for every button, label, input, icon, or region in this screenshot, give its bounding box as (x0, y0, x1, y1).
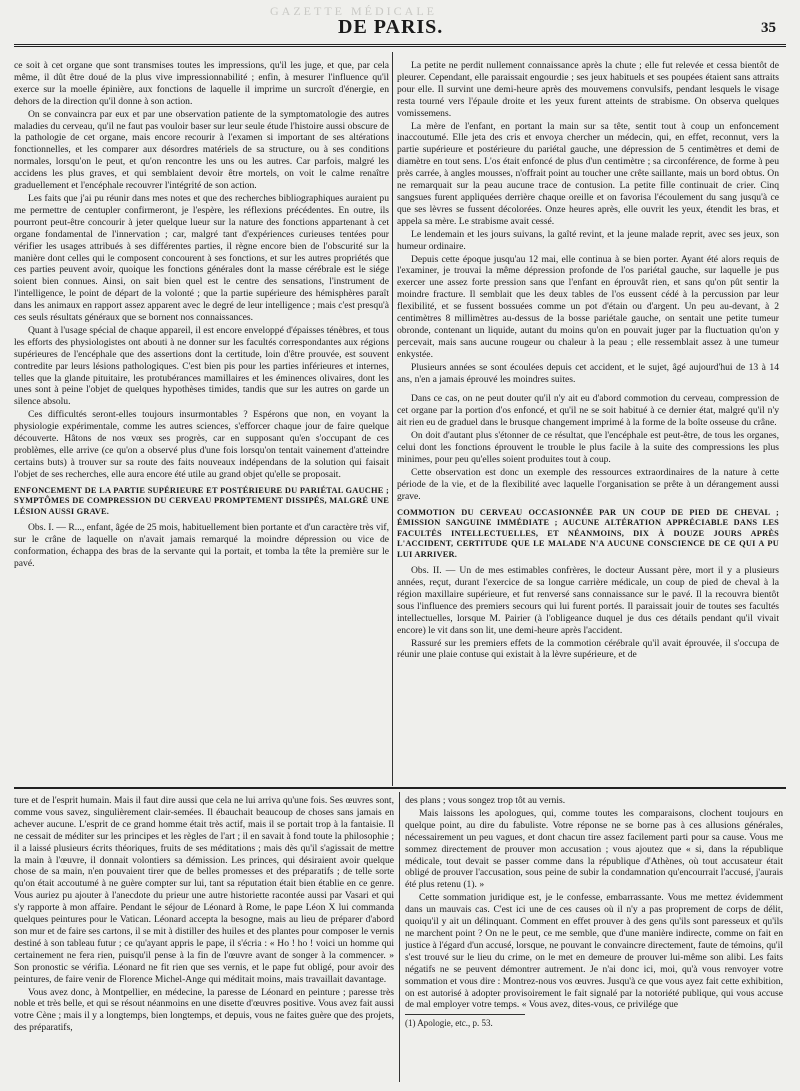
paragraph: On se convaincra par eux et par une observation patiente de la symptomatologie des autres maladies du cerveau, qu'il ne faut pas vouloir baser sur leur seule étude l'histoire aussi obscure de la pathologie de cet organe, mais encore recourir à l'examen si important de ses altérations fonctionnelles, et les comparer aux désordres matériels de sa structure, ou à ses conditions normales, lorsqu'on le peut, et qu'on rencontre les uns ou les autres. Car parfois, malgré les accidens les plus graves, et qui semblaient devoir être mortels, on voit le calme renaître graduellement et l'encéphale recouvrer l'intégrité de son action. (14, 108, 389, 192)
section-heading-obs2: COMMOTION DU CERVEAU OCCASIONNÉE PAR UN COUP DE PIED DE CHEVAL ; ÉMISSION SANGUINE IMMÉDIATE ; AUCUNE ALTÉRATION APPRÉCIABLE DANS LES FACULTÉS INTELLECTUELLES, ET NÉANMOINS, DIX À DOUZE JOURS APRÈS L'ACCIDENT, CERTITUDE QUE LE MALADE N'A AUCUNE CONSCIENCE DE CE QUI A PU LUI ARRIVER. (397, 507, 779, 559)
feuilleton-paragraph: des plans ; vous songez trop tôt au vernis. (405, 795, 566, 806)
paragraph: ce soit à cet organe que sont transmises toutes les impressions, qu'il les juge, et que, par cela même, il dût être doué de la plus vive impressionnabilité ; enfin, à mesurer l'influence qu'il exerce sur la moelle épinière, aux fonctions de laquelle il imprime un surcroît d'énergie, en dehors de la direction qu'il donne à son action. (14, 60, 389, 107)
feuilleton-paragraph: Cette sommation juridique est, je le confesse, embarrassante. Vous me mettez évidemment dans un mauvais cas. C'est ici une de ces causes où il n'y a pas proprement de corps de délit, quoiqu'il y ait un délinquant. Comment en effet prouver à des gens qu'ils sont paresseux et qu'ils ne marchent point ? On ne le peut, ce me semble, que d'une manière indirecte, comme on fait en justice à l'égard d'un accusé, lorsque, ne pouvant le convaincre directement, faute de témoins, qu'il s'est trouvé sur le lieu du crime, on le met en demeure de prouver lui-même son alibi. Les faits négatifs ne se peuvent démontrer autrement. Je n'ai donc ici, moi, qu'à vous renvoyer votre sommation et vous dire : Montrez-nous vos œuvres. Jusqu'à ce que vous ayez fait cette exhibition, on est autorisé à adopter provisoirement le fait signalé par la notoriété publique, qui vous accuse de mal employer votre temps. « Vous avez, dites-vous, ce privilége que (405, 892, 783, 1011)
column-divider-lower (399, 792, 400, 1082)
paragraph: Les faits que j'ai pu réunir dans mes notes et que des recherches bibliographiques auraient pu me permettre de centupler confirmeront, je l'espère, les réflexions précédentes. En outre, ils pourront peut-être concourir à jeter quelque lueur sur la nature des fonctions appartenant à cet organe fondamental de l'innervation ; car, malgré tant d'expériences curieuses tentées pour vérifier les usages attribués à ses différentes parties, il règne encore bien de l'obscurité sur la manière dont celles qui le composent concourent à ses fonctions, et sur les autres propriétés que ces parties peuvent avoir, quoique les fonctions générales dont la masse cérébrale est le siége soient bien connues. Ainsi, on sait bien quel est le centre des sensations, l'instrument de l'intelligence, le point de départ de la volonté ; que la partie supérieure des hémisphères paraît dans les animaux en rapport assez apparent avec le degré de leur intelligence ; mais c'est presqu'à ces seuls résultats généraux que se bornent nos connaissances. (14, 192, 389, 324)
footnote: (1) Apologie, etc., p. 53. (405, 1018, 493, 1029)
paragraph: Quant à l'usage spécial de chaque appareil, il est encore enveloppé d'épaisses ténèbres, et tous les efforts des physiologistes ont abouti à ne donner sur les facultés correspondantes aux régions supérieures de l'encéphale que des assertions dont la certitude, loin d'être prouvée, est souvent contredite par leurs lésions pathologiques. C'est bien pis pour les parties inférieures et internes, telles que la glande pituitaire, les protubérances mamillaires et les éminences olivaires, dont les unes sont à peine l'objet de quelques hypothèses timides, tandis que sur les autres on garde un silence absolu. (14, 324, 389, 408)
bleed-through-header: GAZETTE MÉDICALE (270, 4, 437, 18)
page-number: 35 (761, 20, 776, 36)
paragraph: La mère de l'enfant, en portant la main sur sa tête, sentit tout à coup un enfoncement inaccoutumé. Elle jeta des cris et envoya chercher un médecin, qui, en effet, reconnut, vers la partie supérieure et postérieure du pariétal gauche, une dépression de 5 centimètres et demi de diamètre en tout sens. L'os était enfoncé de plus d'un centimètre ; sa circonférence, de forme à peu près carrée, à angles mousses, n'offrait point au toucher une crête saillante, mais un bord obtus. On ne remarquait sur la peau aucune trace de contusion. La petite fille continuait de crier. Cinq sangsues furent appliquées derrière chaque oreille et on favorisa l'écoulement du sang jusqu'à ce que ses lèvres se fussent décolorées. Onze heures après, elle ouvrit les yeux, étendit les bras, et appela sa mère. Le strabisme avait cessé. (397, 120, 779, 227)
column-lower-left (14, 795, 394, 1085)
paragraph: Plusieurs années se sont écoulées depuis cet accident, et le sujet, âgé aujourd'hui de 13 à 14 ans, n'en a jamais éprouvé les moindres suites. (397, 361, 779, 385)
feuilleton-paragraph: Mais laissons les apologues, qui, comme toutes les comparaisons, clochent toujours en quelque point, au dire du fabuliste. Votre réponse ne se borne pas à ces allusions générales, nécessairement un peu vagues, et dont chacun tire assez facilement parti pour sa cause. Vous me sommez directement de prouver mon accusation ; vous ajoutez que « si, dans la république médicale, tout devait se passer comme dans la république d'Athènes, où tout accusateur était obligé de prouver l'accusation, sous peine de subir la condamnation qu'encourrait l'accusé, j'aurais été plus retenu (1). » (405, 807, 783, 891)
header-rule (14, 44, 786, 47)
section-heading-obs1: ENFONCEMENT DE LA PARTIE SUPÉRIEURE ET POSTÉRIEURE DU PARIÉTAL GAUCHE ; SYMPTÔMES DE COMPRESSION DU CERVEAU PROMPTEMENT DISSIPÉS, MALGRÉ UNE LÉSION AUSSI GRAVE. (14, 485, 389, 516)
feuilleton-paragraph: Vous avez donc, à Montpellier, en médecine, la paresse de Léonard en peinture ; paresse très noble et très belle, et qui se résout néanmoins en une disette d'œuvres positive. Vous avez fait aussi votre Cène ; mais il y a longtemps, bien longtemps, et depuis, vous ne faites guère que des projets, des préparatifs, (14, 986, 394, 1034)
paragraph: Le lendemain et les jours suivans, la gaîté revint, et la jeune malade reprit, avec ses jeux, son humeur ordinaire. (397, 228, 779, 252)
observation-1-paragraph: Obs. I. — R..., enfant, âgée de 25 mois, habituellement bien portante et d'un caractère très vif, sur le crâne de laquelle on n'avait jamais remarqué la moindre dépression ou vice de conformation, échappa des bras de la servante qui la portait, et tomba la tête la première sur le pavé. (14, 522, 389, 569)
observation-2-paragraph: Obs. II. — Un de mes estimables confrères, le docteur Aussant père, mort il y a plusieurs années, reçut, durant l'exercice de sa longue carrière médicale, un coup de pied de cheval à la région maxillaire supérieure, et fut renversé sans connaissance sur le pavé. Il la recouvra bientôt sous l'influence des premiers secours qui lui furent portés. Il paraissait jouir de toutes ses facultés intellectuelles, lorsque M. Pairier (à l'obligeance duquel je dus ces détails pendant qu'il vivait encore) le vit dans son lit, une demi-heure après l'accident. (397, 565, 779, 636)
paragraph: La petite ne perdit nullement connaissance après la chute ; elle fut relevée et cessa bientôt de pleurer. Cependant, elle paraissait engourdie ; ses jeux habituels et ses poupées étaient sans attraits pour elle. Il survint une demi-heure après des mouvemens convulsifs, pendant lesquels le visage resta tourné vers l'épaule droite et les yeux furent atteints de strabisme. On observa quelques vomissemens. (397, 60, 779, 119)
running-title: DE PARIS. (338, 16, 444, 38)
feuilleton-rule (14, 787, 786, 789)
column-upper-right (397, 60, 779, 785)
column-upper-left (14, 60, 389, 785)
commentary-paragraph: On doit d'autant plus s'étonner de ce résultat, que l'encéphale est peut-être, de tous les organes, celui dont les fonctions éprouvent le trouble le plus facile à la suite des compressions les plus minimes, pour peu qu'elles soient produites tout à coup. (397, 430, 779, 465)
column-divider (392, 52, 393, 786)
commentary-paragraph: Dans ce cas, on ne peut douter qu'il n'y ait eu d'abord commotion du cerveau, compression de cet organe par la portion d'os enfoncé, et qu'il ne se soit habitué à ce dernier état, malgré qu'il n'y ait rien eu de graduel dans le brusque changement imprimé à la forme de la boîte osseuse du crâne. (397, 393, 779, 429)
commentary-paragraph: Cette observation est donc un exemple des ressources extraordinaires de la nature à cette période de la vie, et de la flexibilité avec laquelle l'organisation se prête à un dérangement aussi grave. (397, 466, 779, 502)
column-lower-right (405, 795, 783, 1085)
footnote-rule (405, 1014, 525, 1015)
paragraph: Ces difficultés seront-elles toujours insurmontables ? Espérons que non, en voyant la physiologie expérimentale, comme les autres sciences, s'efforcer chaque jour de faire quelque découverte. Hâtons de nos vœux ses progrès, car en supposant qu'en s'occupant de ces problèmes, elle arrive (ce qu'on a observé plus d'une fois lorsqu'on tentait vainement d'atteindre certains buts) à trouver sur sa route des faits nouveaux indépendans de la solution qui faisait l'objet de ses recherches, elle aura encore été utile au grand objet qu'elle se proposait. (14, 409, 389, 480)
observation-2-paragraph: Rassuré sur les premiers effets de la commotion cérébrale qu'il avait éprouvée, il s'occupa de réunir une plaie contuse qui existait à la lèvre supérieure, et de (397, 637, 779, 661)
feuilleton-paragraph: ture et de l'esprit humain. Mais il faut dire aussi que cela ne lui arriva qu'une fois. Ses œuvres sont, comme vous savez, singulièrement clair-semées. Il ébauchait beaucoup de choses sans jamais en achever aucune. L'esprit de ce grand homme était très actif, mais il se portait trop à la fantaisie. Il ne cessait de méditer sur les principes et les règles de l'art ; il en savait à fond toute la philosophie ; il a laissé plusieurs écrits théoriques, fruits de ses méditations ; mais dès qu'il s'agissait de mettre la main à l'œuvre, il donnait volontiers sa démission. Les princes, qui désiraient avoir quelque chose de sa main, n'en pouvaient tirer que de belles promesses et des préparatifs ; de telle sorte qu'on était accoutumé à ne guère compter sur lui, tant sa réputation était bien établie en ce genre. Vous auriez pu ajouter à l'anecdote du prieur une autre historiette racontée aussi par Vasari et qui s'y rapporte à mon affaire. Pendant le séjour de Léonard à Rome, le pape Léon X lui commanda quelques peintures pour le Vatican. Léonard accepta la besogne, mais au lieu de préparer d'abord son mur et de faire ses cartons, il se mit à distiller des huiles et des plantes pour composer le vernis destiné à son tableau futur ; ce qu'ayant appris le pape, il s'écria : « Ho ! ho ! voici un homme qui certainement ne fera rien, puisqu'il pense à la fin de l'œuvre avant de songer à la commencer. » Son pronostic se vérifia. Léonard ne fit rien que ses vernis, et le pape fut obligé, pour avoir des peintures, de faire venir de Florence Michel-Ange qui méditait moins, mais travaillait davantage. (14, 795, 394, 985)
paragraph: Depuis cette époque jusqu'au 12 mai, elle continua à se bien porter. Ayant été alors requis de l'examiner, je trouvai la même dépression profonde de l'os pariétal gauche, sur laquelle je pus exercer une assez forte pression sans que l'enfant en éprouvât rien, et sans qu'on pût sentir la moindre fracture. Il semblait que les deux tables de l'os eussent cédé à la percussion par leur flexibilité, et se fussent bossuées comme un pot d'étain ou d'argent. Un peu au-devant, à 2 centimètres 8 millimètres au-dessus de la bosse pariétale gauche, on sentait une petite tumeur obronde, contenant un liquide, autant du moins qu'on en pouvait juger par la fluctuation qu'on y percevait, mais sans aucune rougeur ou chaleur à la peau ; elle ressemblait assez à une tumeur enkystée. (397, 253, 779, 360)
